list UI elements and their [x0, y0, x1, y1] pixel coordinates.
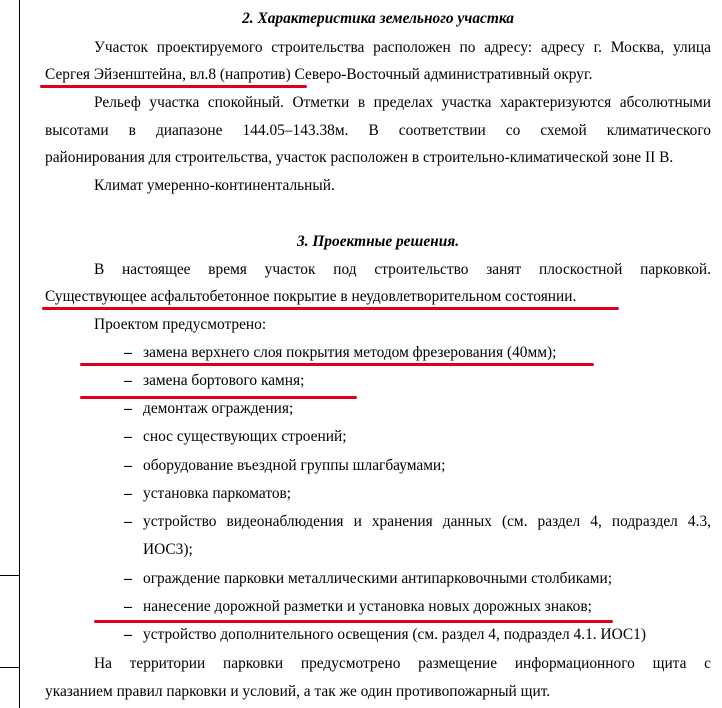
- list-item: [45, 455, 711, 477]
- list-item-text: устройство дополнительного освещения (см. раздел 4, подраздел 4.1. ИОС1): [143, 626, 646, 643]
- list-dash: –: [124, 344, 132, 361]
- list-item: [45, 483, 711, 505]
- list-item-text: устройство видеонаблюдения и хранения данных (см. раздел 4, подраздел 4.3,: [143, 513, 711, 530]
- red-underline-address: [40, 85, 307, 88]
- list-item-text: демонтаж ограждения;: [143, 400, 294, 417]
- red-underline-curb: [80, 396, 357, 399]
- list-dash: –: [124, 598, 132, 615]
- section3-intro: Проектом предусмотрено:: [94, 316, 267, 333]
- section2-p3: Климат умеренно-континентальный.: [94, 177, 335, 194]
- list-item-continuation: [45, 539, 711, 561]
- section3-heading: 3. Проектные решения.: [296, 233, 460, 250]
- list-dash: –: [124, 626, 132, 643]
- list-item-text: нанесение дорожной разметки и установка новых дорожных знаков;: [143, 598, 592, 615]
- list-item: [45, 398, 711, 420]
- section2-p1-line2: Сергея Эйзенштейна, вл.8 (напротив) Северо-Восточный административный округ.: [45, 66, 593, 83]
- list-item-text: оборудование въездной группы шлагбаумами;: [143, 457, 446, 474]
- section2-p2-line2: высотами в диапазоне 144.05–143.38м. В соответствии со схемой климатического: [45, 122, 711, 139]
- list-dash: –: [124, 428, 132, 445]
- final-paragraph-line2: указанием правил парковки и условий, а так же один противопожарный щит.: [45, 683, 551, 700]
- margin-tick-upper: [0, 575, 19, 576]
- list-item: [45, 370, 711, 392]
- list-item-text: ИОС3);: [143, 541, 193, 558]
- list-item-text: ограждение парковки металлическими антипарковочными столбиками;: [143, 570, 613, 587]
- list-dash: –: [124, 485, 132, 502]
- list-dash: –: [124, 457, 132, 474]
- list-dash: –: [124, 400, 132, 417]
- red-underline-milling: [80, 363, 594, 366]
- list-dash: –: [124, 372, 132, 389]
- list-item: [45, 624, 711, 646]
- list-item: [45, 596, 711, 618]
- margin-tick-lower: [0, 667, 19, 668]
- list-item-text: установка паркоматов;: [143, 485, 292, 502]
- page-margin-line: [19, 0, 20, 708]
- list-item: [45, 511, 711, 533]
- section2-heading: 2. Характеристика земельного участка: [242, 10, 514, 27]
- list-item-text: снос существующих строений;: [143, 428, 347, 445]
- list-item-text: замена верхнего слоя покрытия методом фрезерования (40мм);: [143, 344, 557, 361]
- list-item-text: замена бортового камня;: [143, 372, 305, 389]
- section3-p1-line2: Существующее асфальтобетонное покрытие в неудовлетворительном состоянии.: [45, 288, 577, 305]
- section2-p2-line1: Рельеф участка спокойный. Отметки в пределах участка характеризуются абсолютными: [94, 94, 711, 111]
- final-paragraph-line1: На территории парковки предусмотрено размещение информационного щита с: [94, 655, 711, 672]
- list-item: [45, 426, 711, 448]
- list-dash: –: [124, 570, 132, 587]
- list-dash: –: [124, 513, 132, 530]
- list-item: [45, 342, 711, 364]
- section2-p1-line1: Участок проектируемого строительства расположен по адресу: адресу г. Москва, улица: [94, 39, 711, 56]
- red-underline-marking: [94, 620, 613, 623]
- section2-p2-line3: районирования для строительства, участок расположен в строительно-климатической зоне II В.: [45, 149, 674, 166]
- section3-p1-line1: В настоящее время участок под строительство занят плоскостной парковкой.: [94, 261, 711, 278]
- list-item: [45, 568, 711, 590]
- red-underline-asphalt: [42, 307, 619, 310]
